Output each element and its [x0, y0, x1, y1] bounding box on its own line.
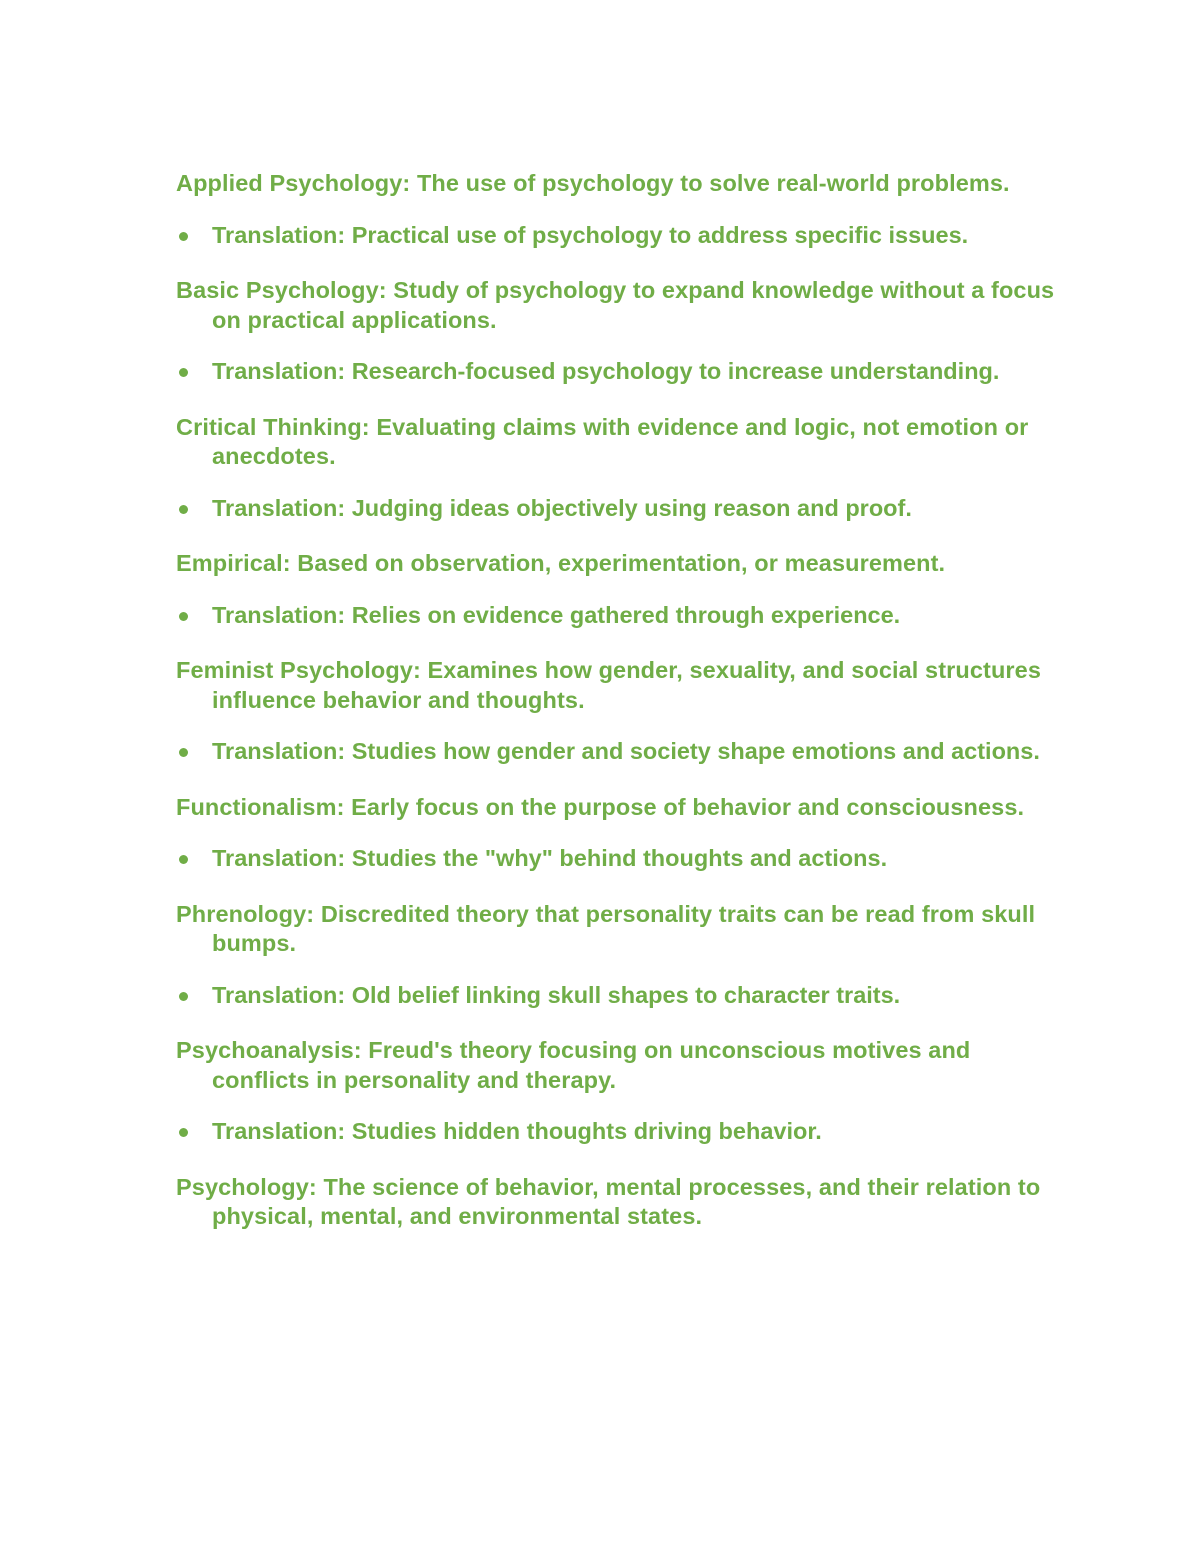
translation-phrenology: [176, 981, 1056, 1011]
term-empirical: Empirical: Based on observation, experimentation, or measurement.: [176, 550, 946, 576]
bullet-icon: [179, 1128, 188, 1137]
translation-text: Translation: Old belief linking skull shapes to character traits.: [212, 981, 901, 1008]
translation-basic-psychology: [176, 357, 1056, 387]
bullet-icon: [179, 612, 188, 621]
translation-text: Translation: Judging ideas objectively using reason and proof.: [212, 494, 912, 521]
translation-text: Translation: Practical use of psychology to address specific issues.: [212, 221, 969, 248]
translation-empirical: [176, 601, 1056, 631]
translation-text: Translation: Studies how gender and society shape emotions and actions.: [212, 738, 1040, 764]
term-psychology: Psychology: The science of behavior, mental processes, and their relation to physical, mental, and environmental states.: [176, 1173, 1041, 1229]
translation-text: Translation: Research-focused psychology to increase understanding.: [212, 358, 1000, 384]
term-basic-psychology: Basic Psychology: Study of psychology to expand knowledge without a focus on practical applications.: [176, 277, 1055, 333]
translation-text: Translation: Studies hidden thoughts driving behavior.: [212, 1118, 822, 1144]
bullet-icon: [179, 505, 188, 514]
term-feminist-psychology: Feminist Psychology: Examines how gender, sexuality, and social structures influence behavior and thoughts.: [176, 657, 1041, 713]
translation-critical-thinking: [176, 494, 1056, 524]
term-phrenology: Phrenology: Discredited theory that personality traits can be read from skull bumps.: [176, 900, 1036, 956]
term-psychoanalysis: Psychoanalysis: Freud's theory focusing on unconscious motives and conflicts in personality and therapy.: [176, 1037, 971, 1093]
translation-feminist-psychology: [176, 737, 1056, 767]
translation-text: Translation: Relies on evidence gathered through experience.: [212, 601, 901, 628]
translation-applied-psychology: [176, 221, 1056, 251]
bullet-icon: [179, 855, 188, 864]
bullet-icon: [179, 368, 188, 377]
term-functionalism: Functionalism: Early focus on the purpose of behavior and consciousness.: [176, 793, 1025, 820]
translation-functionalism: [176, 844, 1056, 874]
bullet-icon: [179, 748, 188, 757]
glossary-list: [176, 169, 1056, 1254]
term-critical-thinking: Critical Thinking: Evaluating claims with evidence and logic, not emotion or anecdotes.: [176, 413, 1029, 469]
translation-text: Translation: Studies the "why" behind thoughts and actions.: [212, 845, 888, 871]
translation-psychoanalysis: [176, 1117, 1056, 1147]
bullet-icon: [179, 992, 188, 1001]
bullet-icon: [179, 232, 188, 241]
term-applied-psychology: Applied Psychology: The use of psychology to solve real-world problems.: [176, 170, 1010, 196]
